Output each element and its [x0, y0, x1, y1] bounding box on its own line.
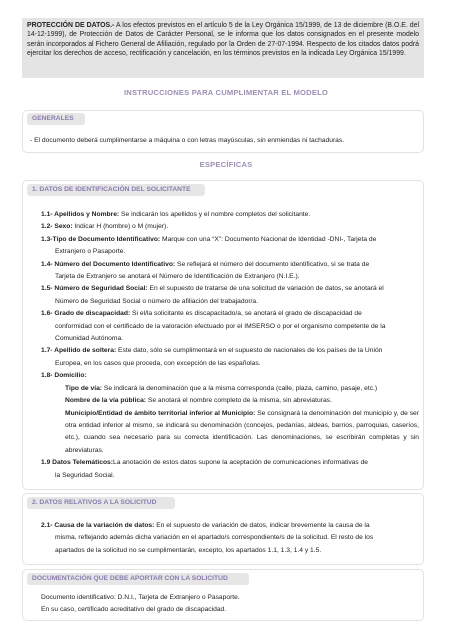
page-title: INSTRUCCIONES PARA CUMPLIMENTAR EL MODELO [123, 88, 329, 97]
section-generales-heading: GENERALES [27, 113, 85, 125]
item-2-1-cont2: apartados de la solicitud no se cumplimentarán, excepto, los apartados 1.1, 1.3, 1.4 y 1.5. [55, 546, 322, 554]
section-documentacion [22, 569, 424, 621]
item-1-9: 1.9 Datos Telemáticos:La anotación de estos datos supone la aceptación de comunicaciones informativas de [41, 459, 369, 467]
item-1-2: 1.2- Sexo: Indicar H (hombre) o M (mujer). [41, 223, 169, 231]
section-solicitud [22, 493, 424, 565]
item-1-4: 1.4- Número del Documento Identificativo: Se reflejará el número del documento identificativo, si se trata de [41, 260, 370, 268]
section-generales [22, 110, 424, 153]
item-1-3-cont: Extranjero o Pasaporte. [55, 248, 126, 256]
item-1-6-cont2: Comunidad Autónoma. [55, 335, 124, 343]
item-1-4-cont: Tarjeta de Extranjero se anotará el Número de Identificación de Extranjero (N.I.E.). [55, 273, 300, 281]
generales-text: - El documento deberá cumplimentarse a máquina o con letras mayúsculas, sin enmiendas ni tachaduras. [30, 137, 345, 144]
item-2-1-cont: misma, reflejando además dicha variación en el apartado/s correspondiente/s de la solicitud. El resto de los [55, 534, 374, 542]
domicilio-nombre-via: Nombre de la vía pública: Se anotará el nombre completo de la misma, sin abreviaturas. [65, 397, 332, 405]
section-1-body [41, 209, 419, 482]
item-1-5-cont: Número de Seguridad Social o número de afiliación del trabajador/a. [55, 297, 258, 305]
item-1-9-cont: la Seguridad Social. [55, 471, 115, 479]
section-2-heading: 2. DATOS RELATIVOS A LA SOLICITUD [27, 497, 175, 509]
section-3-body [41, 592, 419, 617]
section-2-body [41, 520, 419, 557]
item-1-1: 1.1- Apellidos y Nombre: Se indicarán los apellidos y el nombre completos del solicitante. [41, 211, 311, 218]
section-identificacion [22, 180, 424, 490]
privacy-notice [22, 18, 424, 78]
item-1-8: 1.8- Domicilio: [41, 372, 87, 380]
item-1-7-cont: Europea, en los casos que proceda, con excepción de las españolas. [55, 359, 261, 367]
item-1-5: 1.5- Número de Seguridad Social: En el supuesto de tratarse de una solicitud de variación de datos, se anotará el [41, 285, 384, 293]
doc-line-2: En su caso, certificado acreditativo del grado de discapacidad. [41, 606, 227, 614]
privacy-text: A los efectos previstos en el artículo 5 de la Ley Orgánica 15/1999, de 13 de diciembre (B.O.E. del 14-12-1999), de Protección de Datos de Carácter Personal, se le informa que los datos consignados en el presente modelo serán incorporados al Fichero General de Afiliación, regulado por la Orden de 27-07-1994. Respecto de los citados datos podrá ejercitar los derechos de acceso, rectificación y cancelación, en los términos previstos en la indicada Ley Orgánica 15/1999. [27, 22, 419, 58]
item-1-6-cont: conformidad con el certificado de la valoración efectuado por el IMSERSO o por el organismo competente de la [55, 322, 386, 330]
doc-line-1: Documento identificativo: D.N.I., Tarjeta de Extranjero o Pasaporte. [41, 594, 240, 601]
item-2-1: 2.1- Causa de la variación de datos: En el supuesto de variación de datos, indicar brevemente la causa de la [41, 522, 370, 529]
especificas-title: ESPECÍFICAS [199, 160, 253, 169]
privacy-title: PROTECCIÓN DE DATOS.- [27, 22, 115, 29]
section-1-heading: 1. DATOS DE IDENTIFICACIÓN DEL SOLICITANTE [27, 184, 205, 196]
item-1-6: 1.6- Grado de discapacidad: Si el/la solicitante es discapacitado/a, se anotará el grado de discapacidad de [41, 310, 362, 318]
item-1-7: 1.7- Apellido de soltera: Este dato, sólo se cumplimentará en el supuesto de nacionales de los países de la Unión [41, 347, 383, 355]
item-1-3: 1.3-Tipo de Documento Identificativo: Marque con una “X”: Documento Nacional de Identidad -DNI-, Tarjeta de [41, 235, 377, 243]
section-3-heading: DOCUMENTACIÓN QUE DEBE APORTAR CON LA SOLICITUD [27, 573, 249, 585]
domicilio-municipio: Municipio/Entidad de ámbito territorial inferior al Municipio: Se consignará la denominación del municipio y, de ser otra entidad inferior al mismo, se indicará su denominación (concejos, pedanías, aldeas, barrios, parroquias, caseríos, etc.), cuando sea necesario para su correcta identificación. Las denominaciones, se escribirán completas y sin abreviaturas. [65, 409, 420, 454]
domicilio-tipo-via: Tipo de vía: Se indicará la denominación que a la misma corresponda (calle, plaza, camino, pasaje, etc.) [65, 384, 378, 392]
